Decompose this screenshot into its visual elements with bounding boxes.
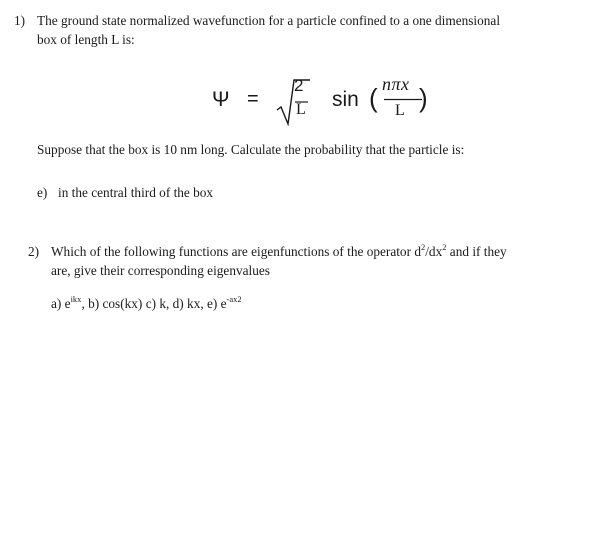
q2-line1-part-a: Which of the following functions are eigenfunctions of the operator d bbox=[51, 244, 421, 259]
close-paren: ) bbox=[419, 83, 428, 113]
q2-line1-part-c: and if they bbox=[446, 244, 507, 259]
q2-text-line2: are, give their corresponding eigenvalues bbox=[51, 263, 270, 278]
wavefunction-formula bbox=[212, 74, 442, 130]
option-a-label: a) e bbox=[51, 296, 71, 311]
q1-suppose-text: Suppose that the box is 10 nm long. Calculate the probability that the particle is: bbox=[37, 142, 465, 157]
q1-text-line2: box of length L is: bbox=[37, 32, 135, 47]
psi-symbol: Ψ bbox=[212, 88, 230, 111]
q2-line1-part-b: /dx bbox=[425, 244, 443, 259]
q1-text-line1: The ground state normalized wavefunction for a particle confined to a one dimensional bbox=[37, 13, 501, 28]
options-rest: , b) cos(kx) c) k, d) kx, e) e bbox=[81, 296, 227, 311]
q2-options bbox=[51, 293, 242, 312]
q1-number: 1) bbox=[14, 13, 26, 28]
q2-line1-sup1: 2 bbox=[420, 241, 426, 252]
q1-part-e-label: e) bbox=[37, 185, 48, 200]
q2-line1-sup2: 2 bbox=[442, 241, 447, 252]
equals-sign: = bbox=[247, 88, 259, 110]
option-e-exponent: -ax2 bbox=[226, 293, 242, 304]
argument-denominator: L bbox=[395, 102, 405, 119]
option-a-exponent: ikx bbox=[70, 293, 82, 304]
fraction-denominator: L bbox=[296, 101, 306, 118]
q2-text-line1 bbox=[51, 241, 507, 260]
argument-numerator: nπx bbox=[382, 74, 410, 94]
argument-fraction-bar bbox=[384, 98, 422, 101]
q1-part-e-text: in the central third of the box bbox=[58, 185, 214, 200]
open-paren: ( bbox=[369, 83, 378, 113]
q2-number: 2) bbox=[28, 244, 40, 259]
fraction-numerator: 2 bbox=[294, 76, 304, 95]
sin-function: sin bbox=[332, 88, 359, 111]
